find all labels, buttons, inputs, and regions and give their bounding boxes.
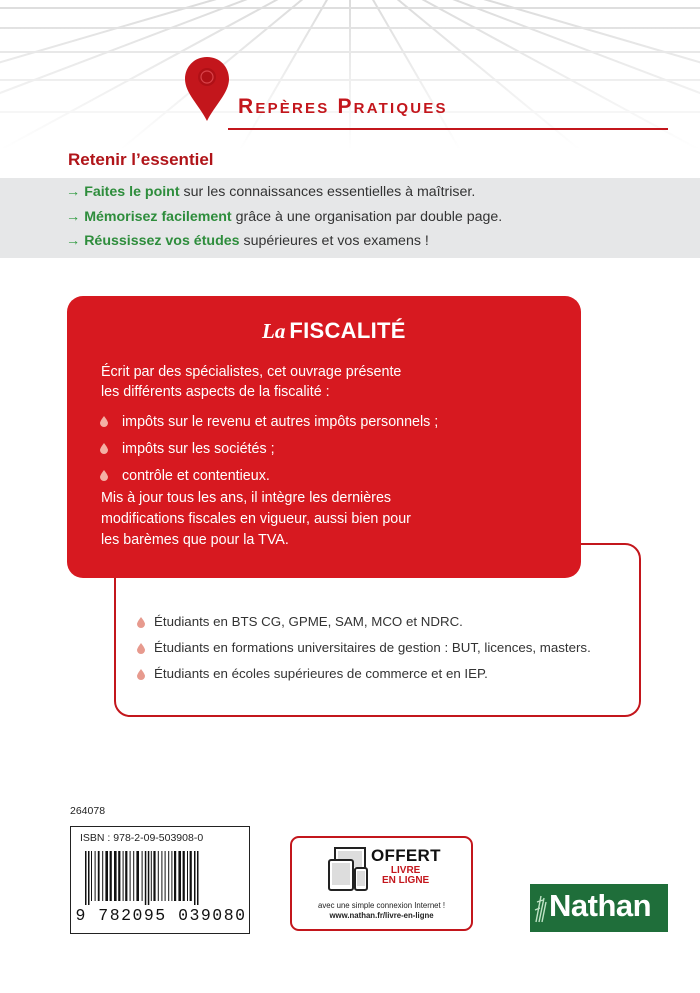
barcode-bar [114, 851, 117, 901]
devices-icon [325, 846, 369, 894]
series-title-rule [228, 128, 668, 130]
barcode-bar [118, 851, 120, 901]
retain-highlight: Faites le point [84, 184, 180, 200]
barcode-bar [174, 851, 176, 901]
barcode-bar [133, 851, 134, 901]
intro-line: Écrit par des spécialistes, cet ouvrage présente [101, 364, 402, 380]
offer-en-ligne: EN LIGNE [382, 875, 430, 886]
drop-bullet-icon [100, 443, 108, 454]
series-title: Repères Pratiques [238, 95, 448, 118]
online-book-offer [290, 836, 473, 931]
barcode-bar [142, 851, 143, 901]
barcode-bar [197, 851, 199, 905]
outro-line: Mis à jour tous les ans, il intègre les dernières [101, 490, 392, 506]
list-item [100, 408, 438, 435]
barcode-bar [161, 851, 162, 901]
retain-highlight: Mémorisez facilement [84, 208, 232, 225]
barcode-bar [158, 851, 159, 901]
barcode-bar [91, 851, 92, 901]
retain-heading: Retenir l’essentiel [68, 150, 214, 169]
offer-note-text: avec une simple connexion Internet ! [318, 901, 445, 910]
barcode-bar [88, 851, 90, 905]
offer-note [292, 901, 471, 921]
barcode-bar [165, 851, 166, 901]
intro-line: les différents aspects de la fiscalité : [101, 384, 330, 400]
barcode-bar [136, 851, 139, 901]
offer-livre-en-ligne [382, 866, 429, 886]
list-item [137, 609, 591, 635]
drop-bullet-icon [100, 470, 108, 481]
offer-url-link[interactable]: www.nathan.fr/livre-en-ligne [329, 911, 434, 920]
arrow-right-icon: → [66, 233, 81, 249]
topic-text: impôts sur le revenu et autres impôts personnels ; [122, 413, 439, 430]
arrow-right-icon: → [66, 208, 81, 225]
barcode-bar [98, 851, 100, 901]
audience-text: Étudiants en formations universitaires de gestion : BUT, licences, masters. [154, 640, 591, 655]
product-code: 264078 [70, 805, 106, 817]
audience-list [137, 609, 591, 687]
barcode-box [70, 826, 250, 934]
topic-text: impôts sur les sociétés ; [122, 440, 275, 457]
offer-label: OFFERT [371, 846, 441, 865]
list-item [66, 206, 502, 231]
list-item [100, 462, 438, 489]
barcode-bar [102, 851, 103, 901]
barcode-bar [105, 851, 108, 901]
barcode-bar [123, 851, 124, 901]
publisher-name: Nathan [549, 888, 652, 923]
drop-bullet-icon [100, 416, 108, 427]
barcode-bar [153, 851, 155, 901]
isbn-label: ISBN : 978-2-09-503908-0 [80, 832, 204, 844]
drop-bullet-icon [137, 617, 145, 628]
barcode-bar [110, 851, 112, 901]
barcode-bar [178, 851, 181, 901]
barcode-bar [171, 851, 172, 901]
barcode-bar [168, 851, 169, 901]
list-item [137, 661, 591, 687]
list-item [100, 435, 438, 462]
retain-text: supérieures et vos examens ! [239, 233, 429, 249]
book-title-main: FISCALITÉ [289, 318, 406, 343]
retain-highlight: Réussissez vos études [84, 233, 240, 249]
barcode-bar [194, 851, 196, 905]
list-item [137, 635, 591, 661]
barcode-image [85, 851, 237, 905]
list-item [66, 230, 502, 255]
retain-list [66, 181, 502, 255]
barcode-bar [145, 851, 147, 905]
barcode-bar [95, 851, 96, 901]
barcode-bar [151, 851, 152, 901]
topic-text: contrôle et contentieux. [122, 467, 270, 484]
barcode-bar [148, 851, 150, 905]
outro-line: les barèmes que pour la TVA. [101, 532, 289, 548]
arrow-right-icon: → [66, 184, 81, 200]
retain-text: sur les connaissances essentielles à maîtriser. [179, 184, 476, 200]
barcode-bar [85, 851, 87, 905]
nathan-logo [530, 884, 668, 932]
retain-text: grâce à une organisation par double page. [231, 208, 503, 225]
audience-text: Étudiants en écoles supérieures de commerce et en IEP. [154, 666, 488, 681]
list-item [66, 181, 502, 206]
topic-list [100, 408, 438, 489]
barcode-bar [187, 851, 188, 901]
barcode-digits: 9 782095 039080 [75, 906, 247, 925]
book-title [262, 318, 406, 344]
drop-bullet-icon [137, 669, 145, 680]
outro-line: modifications fiscales en vigueur, aussi bien pour [101, 511, 411, 527]
book-title-prefix: La [262, 319, 286, 343]
barcode-bar [125, 851, 127, 901]
barcode-bar [190, 851, 192, 901]
barcode-bar [130, 851, 131, 901]
offer-livre: LIVRE [390, 865, 421, 876]
map-pin-icon [183, 55, 231, 123]
nathan-logo-mark-icon [534, 892, 548, 924]
barcode-bar [183, 851, 185, 901]
drop-bullet-icon [137, 643, 145, 654]
audience-text: Étudiants en BTS CG, GPME, SAM, MCO et NDRC. [154, 614, 463, 629]
